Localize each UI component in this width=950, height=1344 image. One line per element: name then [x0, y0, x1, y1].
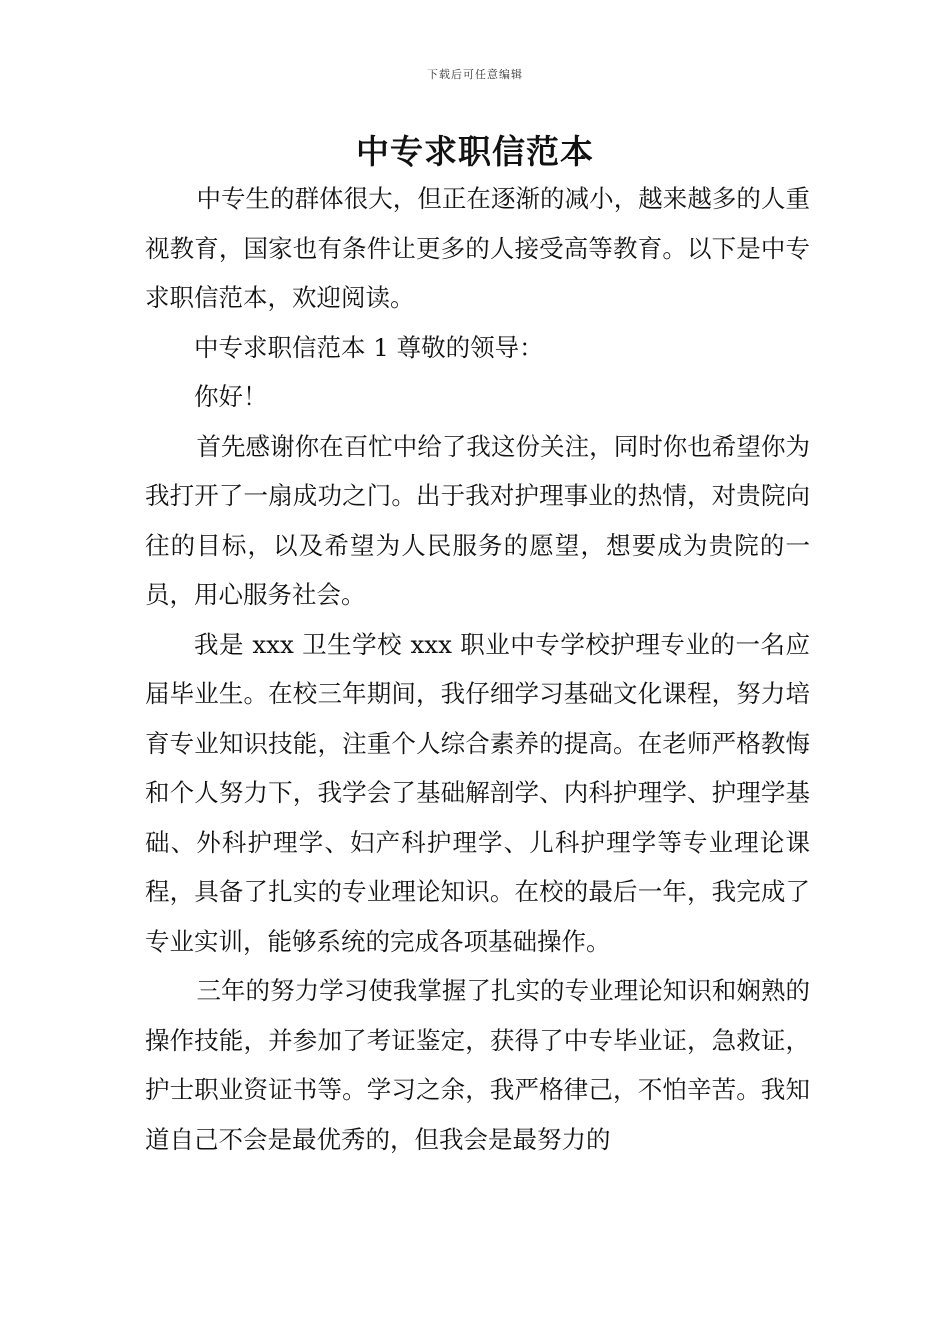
paragraph-salutation: 中专求职信范本 1 尊敬的领导： [194, 332, 544, 362]
paragraph-intro: 中专生的群体很大，但正在逐渐的减小，越来越多的人重视教育，国家也有条件让更多的人接受高等教育。以下是中专求职信范本，欢迎阅读。 [145, 184, 810, 312]
paragraph-skills: 三年的努力学习使我掌握了扎实的专业理论知识和娴熟的操作技能，并参加了考证鉴定，获得了中专毕业证，急救证，护士职业资证书等。学习之余，我严格律己，不怕辛苦。我知道自己不会是最优秀的，但我会是最努力的 [145, 976, 810, 1154]
paragraph-greeting: 你好！ [194, 382, 268, 411]
paragraph-thanks: 首先感谢你在百忙中给了我这份关注，同时你也希望你为我打开了一扇成功之门。出于我对护理事业的热情，对贵院向往的目标，以及希望为人民服务的愿望，想要成为贵院的一员，用心服务社会。 [145, 431, 810, 609]
document-title: 中专求职信范本 [356, 132, 594, 171]
header-note: 下载后可任意编辑 [427, 68, 523, 81]
paragraph-background: 我是 xxx 卫生学校 xxx 职业中专学校护理专业的一名应届毕业生。在校三年期间，我仔细学习基础文化课程，努力培育专业知识技能，注重个人综合素养的提高。在老师严格教悔和个人努力下，我学会了基础解剖学、内科护理学、护理学基础、外科护理学、妇产科护理学、儿科护理学等专业理论课程，具备了扎实的专业理论知识。在校的最后一年，我完成了专业实训，能够系统的完成各项基础操作。 [145, 629, 810, 956]
document-body [145, 174, 810, 1164]
